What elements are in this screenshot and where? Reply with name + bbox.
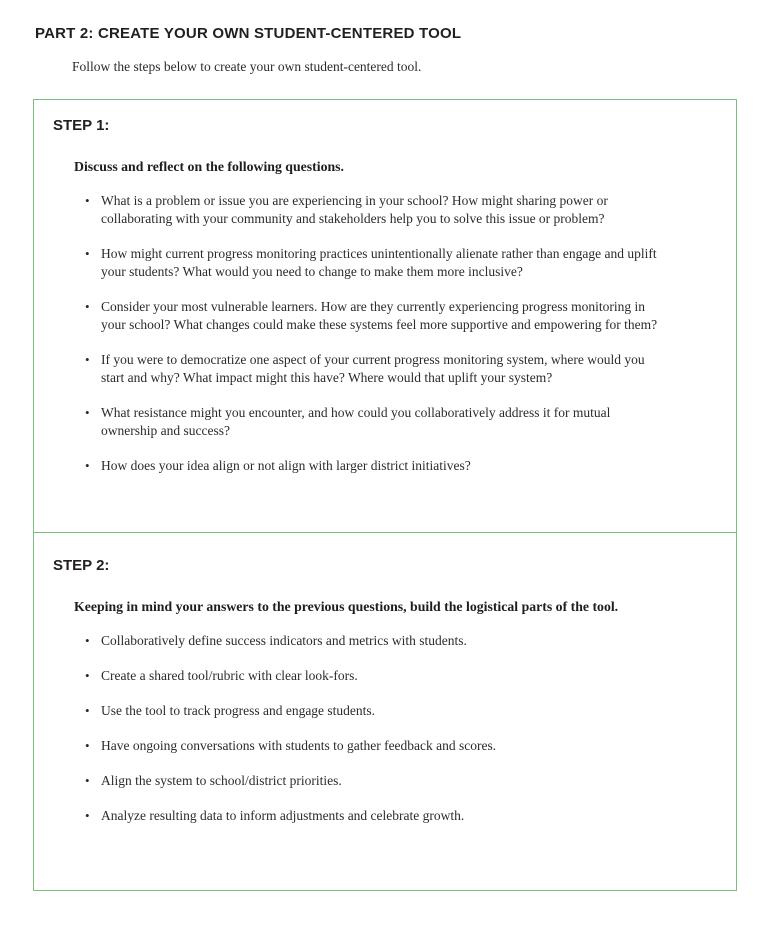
step-2-lead: Keeping in mind your answers to the previous questions, build the logistical parts of the tool. bbox=[74, 598, 619, 614]
intro-text: Follow the steps below to create your own student-centered tool. bbox=[72, 59, 422, 74]
list-item: • Collaboratively define success indicators and metrics with students. bbox=[84, 632, 666, 650]
list-item: • Consider your most vulnerable learners. How are they currently experiencing progress monitoring in your school? What changes could make these systems feel more supportive and empowering for them? bbox=[84, 298, 666, 334]
step-1-lead: Discuss and reflect on the following questions. bbox=[74, 159, 344, 174]
page-title: PART 2: CREATE YOUR OWN STUDENT-CENTERED TOOL bbox=[35, 25, 462, 42]
list-item: • Have ongoing conversations with students to gather feedback and scores. bbox=[84, 737, 666, 755]
step-2-box bbox=[33, 532, 737, 891]
list-item: • How might current progress monitoring practices unintentionally alienate rather than engage and uplift your students? What would you need to change to make them more inclusive? bbox=[84, 245, 666, 281]
step-1-box bbox=[33, 99, 737, 533]
step-2-bullet-list bbox=[84, 632, 736, 825]
list-item: • Analyze resulting data to inform adjustments and celebrate growth. bbox=[84, 807, 666, 825]
list-item: • What is a problem or issue you are experiencing in your school? How might sharing power or collaborating with your community and stakeholders help you to solve this issue or problem? bbox=[84, 192, 666, 228]
step-1-bullet-list bbox=[84, 192, 736, 475]
list-item: • How does your idea align or not align with larger district initiatives? bbox=[84, 457, 666, 475]
list-item: • Create a shared tool/rubric with clear look-fors. bbox=[84, 667, 666, 685]
step-boxes-container bbox=[33, 99, 737, 891]
list-item: • What resistance might you encounter, and how could you collaboratively address it for mutual ownership and success? bbox=[84, 404, 666, 440]
list-item: • If you were to democratize one aspect of your current progress monitoring system, where would you start and why? What impact might this have? Where would that uplift your system? bbox=[84, 351, 666, 387]
list-item: • Use the tool to track progress and engage students. bbox=[84, 702, 666, 720]
list-item: • Align the system to school/district priorities. bbox=[84, 772, 666, 790]
step-2-heading: STEP 2: bbox=[53, 556, 110, 574]
step-1-heading: STEP 1: bbox=[53, 117, 110, 134]
